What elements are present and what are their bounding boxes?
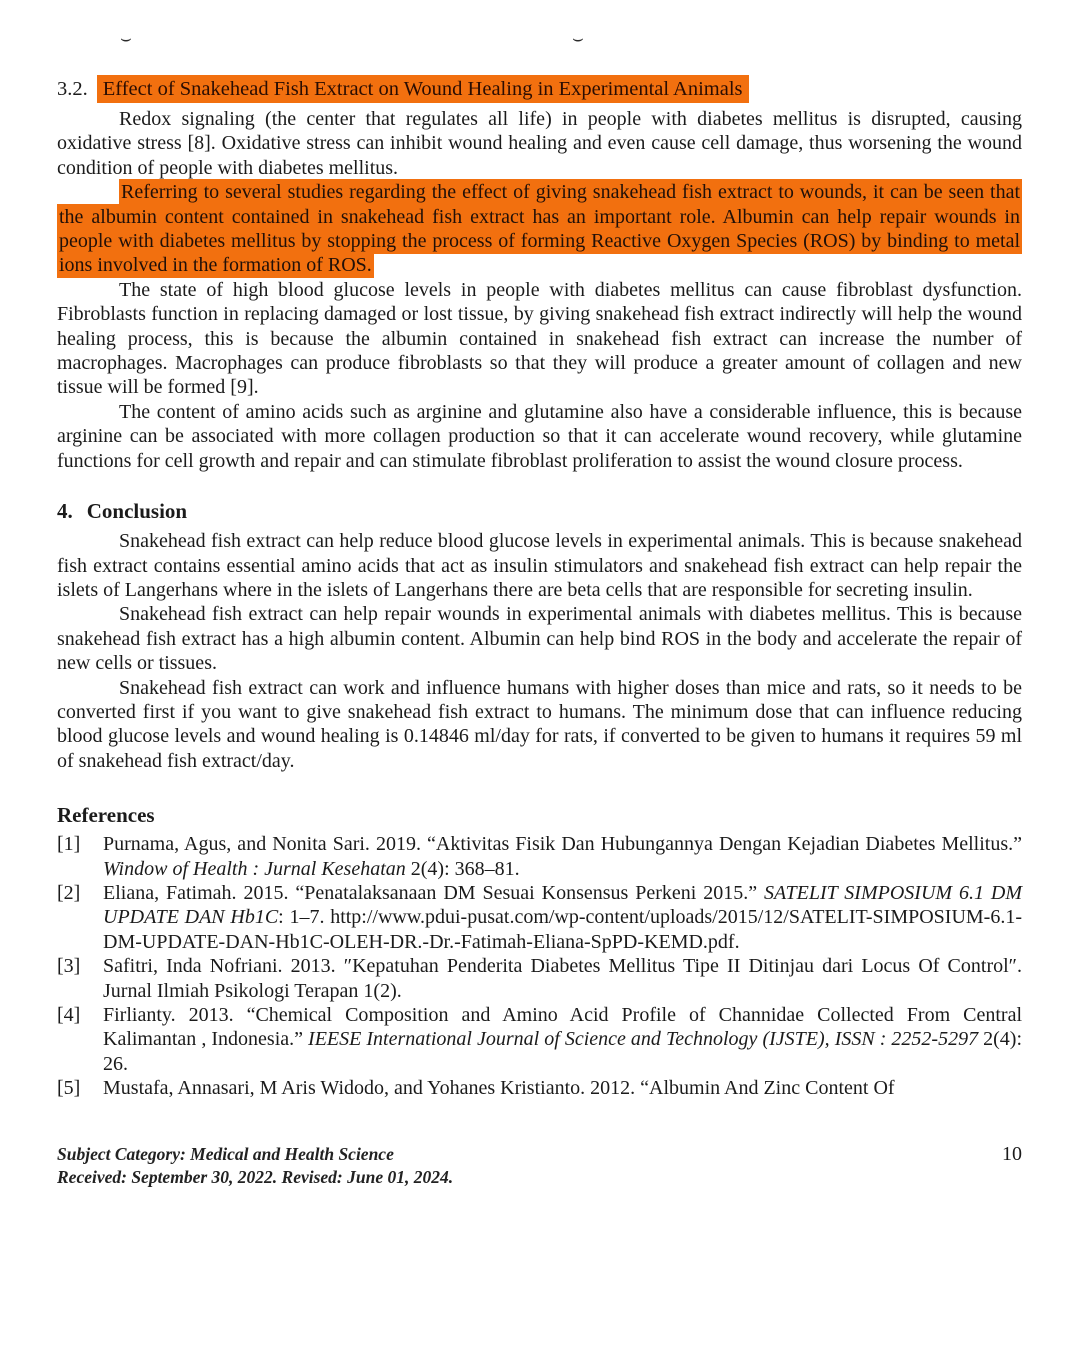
page-content xyxy=(57,76,1022,1189)
reference-text xyxy=(103,882,1022,953)
reference-text-segment: : 1–7. http://www.pdui-pusat.com/wp-content/uploads/2015/12/SATELIT-SIMPOSIUM-6.1-DM-UPDATE-DAN-Hb1C-OLEH-DR.-Dr.-Fatimah-Eliana-SpPD-KEMD.pdf. xyxy=(103,906,1023,953)
paragraph-highlighted-albumin xyxy=(57,180,1022,278)
conclusion-heading xyxy=(57,498,1022,524)
reference-item xyxy=(57,881,1022,954)
subject-category: Subject Category: Medical and Health Science xyxy=(57,1143,394,1164)
references-list xyxy=(57,832,1022,1100)
references-heading: References xyxy=(57,803,155,828)
reference-text-segment: 2(4): 26. xyxy=(103,1028,1023,1075)
reference-number: [2] xyxy=(57,881,81,904)
received-revised-dates: Received: September 30, 2022. Revised: June 01, 2024. xyxy=(57,1166,454,1187)
conclusion-title: Conclusion xyxy=(86,499,188,524)
footer-meta xyxy=(57,1143,453,1189)
reference-text-segment: Eliana, Fatimah. 2015. “Penatalaksanaan DM Sesuai Konsensus Perkeni 2015.” xyxy=(103,881,765,904)
reference-text-segment: Firlianty. 2013. “Chemical Composition and Amino Acid Profile of Channidae Collected From Central Kalimantan , Indonesia.” xyxy=(103,1004,1022,1051)
reference-number: [3] xyxy=(57,955,81,978)
reference-number: [5] xyxy=(57,1077,81,1100)
cropped-glyph-artifact-right: ⌣ xyxy=(572,28,584,49)
reference-item xyxy=(57,1076,1022,1100)
reference-text xyxy=(103,1004,1022,1075)
reference-text-segment: Purnama, Agus, and Nonita Sari. 2019. “Aktivitas Fisik Dan Hubungannya Dengan Kejadian Diabetes Mellitus.” xyxy=(103,833,1022,856)
reference-text-segment: Safitri, Inda Nofriani. 2013. ″Kepatuhan Penderita Diabetes Mellitus Tipe II Ditinjau dari Locus Of Control″. Jurnal Ilmiah Psikologi Terapan 1(2). xyxy=(103,955,1022,1002)
conclusion-paragraph-wounds: Snakehead fish extract can help repair wounds in experimental animals with diabetes mellitus. This is because snakehead fish extract has a high albumin content. Albumin can help bind ROS in the body and accelerate the repair of new cells or tissues. xyxy=(57,603,1022,675)
paragraph-blood-glucose-fibroblast: The state of high blood glucose levels in people with diabetes mellitus can cause fibroblast dysfunction. Fibroblasts function in replacing damaged or lost tissue, by giving snakehead fish extract indirectly will help the wound healing process, this is because the albumin contained in snakehead fish extract can increase the number of macrophages. Macrophages can produce fibroblasts so that they will produce a greater amount of collagen and new tissue will be formed [9]. xyxy=(57,278,1022,399)
page-number: 10 xyxy=(1002,1142,1022,1165)
paragraph-redox-signaling: Redox signaling (the center that regulates all life) in people with diabetes mellitus is disrupted, causing oxidative stress [8]. Oxidative stress can inhibit wound healing and even cause cell damage, thus worsening the wound condition of people with diabetes mellitus. xyxy=(57,108,1022,179)
section-3-2-title-highlighted: Effect of Snakehead Fish Extract on Wound Healing in Experimental Animals xyxy=(97,75,749,103)
reference-journal-italic: IEESE International Journal of Science and Technology (IJSTE), ISSN : 2252-5297 xyxy=(308,1028,979,1051)
reference-item xyxy=(57,832,1022,881)
reference-number: [1] xyxy=(57,833,81,856)
section-3-2-heading xyxy=(57,76,1022,102)
reference-item xyxy=(57,1003,1022,1076)
paragraph-amino-acids: The content of amino acids such as arginine and glutamine also have a considerable influence, this is because arginine can be associated with more collagen production so that it can accelerate wound recovery, while glutamine functions for cell growth and repair and can stimulate fibroblast proliferation to assist the wound closure process. xyxy=(57,400,1022,472)
conclusion-number: 4. xyxy=(57,499,73,524)
reference-text-segment: Mustafa, Annasari, M Aris Widodo, and Yohanes Kristianto. 2012. “Albumin And Zinc Content Of xyxy=(103,1077,895,1100)
reference-journal-italic: SATELIT SIMPOSIUM 6.1 DM UPDATE DAN Hb1C xyxy=(103,881,1022,929)
conclusion-paragraph-glucose: Snakehead fish extract can help reduce blood glucose levels in experimental animals. This is because snakehead fish extract contains essential amino acids that act as insulin stimulators and snakehead fish extract can help repair the islets of Langerhans where in the islets of Langerhans there are beta cells that are responsible for secreting insulin. xyxy=(57,530,1022,601)
cropped-glyph-artifact-left: ⌣ xyxy=(120,28,132,49)
section-3-2-number: 3.2. xyxy=(57,78,88,100)
reference-journal-italic: Window of Health : Jurnal Kesehatan xyxy=(103,857,406,880)
reference-text xyxy=(103,833,1022,879)
reference-text-segment: 2(4): 368–81. xyxy=(405,857,520,880)
reference-item xyxy=(57,954,1022,1003)
highlighted-passage: Referring to several studies regarding the effect of giving snakehead fish extract to wounds, it can be seen that the albumin content contained in snakehead fish extract has an important role. Albumin can help repair wounds in people with diabetes mellitus by stopping the process of forming Reactive Oxygen Species (ROS) by binding to metal ions involved in the formation of ROS. xyxy=(59,181,1020,277)
conclusion-paragraph-dosage: Snakehead fish extract can work and influence humans with higher doses than mice and rats, so it needs to be converted first if you want to give snakehead fish extract to humans. The minimum dose that can influence reducing blood glucose levels and wound healing is 0.14846 ml/day for rats, if converted to be given to humans it requires 59 ml of snakehead fish extract/day. xyxy=(57,676,1022,772)
reference-text xyxy=(103,955,1022,1001)
reference-number: [4] xyxy=(57,1004,81,1026)
reference-text xyxy=(103,1077,895,1099)
page-footer xyxy=(57,1143,1022,1189)
